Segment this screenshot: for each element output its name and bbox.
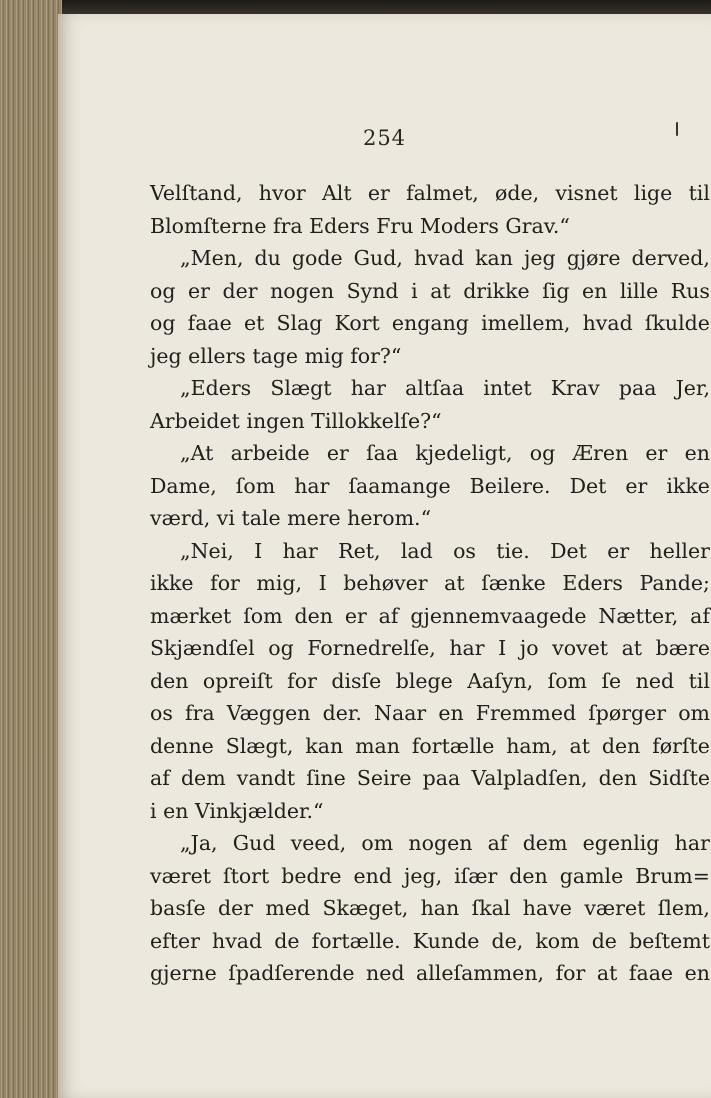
text-line: „Eders Slægt har altſaa intet Krav paa Jer, <box>180 376 710 400</box>
text-line: den opreiſt for disſe blege Aaſyn, ſom ſe ned til <box>150 668 710 693</box>
text-line: af dem vandt ſine Seire paa Valpladſen, den Sidſte <box>150 766 710 790</box>
text-line: Dame, ſom har ſaamange Beilere. Det er ikke <box>150 473 710 498</box>
text-line: basſe der med Skæget, han ſkal have været ſlem, <box>150 896 710 920</box>
book-page <box>58 14 711 1098</box>
text-line: gjerne ſpadſerende ned alleſammen, for at faae en <box>150 961 710 985</box>
text-line: denne Slægt, kan man fortælle ham, at den førſte <box>150 733 710 758</box>
text-line: ikke for mig, I behøver at ſænke Eders Pande; <box>150 571 710 595</box>
text-line: „Nei, I har Ret, lad os tie. Det er heller <box>180 538 710 563</box>
text-line: værd, vi tale mere herom.“ <box>150 506 432 530</box>
text-line: „Men, du gode Gud, hvad kan jeg gjøre derved, <box>180 246 710 270</box>
text-line: os fra Væggen der. Naar en Fremmed ſpørger om <box>150 701 710 725</box>
text-line: „At arbeide er ſaa kjedeligt, og Æren er en <box>180 441 710 465</box>
text-line: og faae et Slag Kort engang imellem, hvad ſkulde <box>150 311 710 335</box>
body-text <box>150 177 710 990</box>
text-line: i en Vinkjælder.“ <box>150 798 324 823</box>
text-line: og er der nogen Synd i at drikke ſig en lille Rus <box>150 278 710 303</box>
text-line: efter hvad de fortælle. Kunde de, kom de beſtemt <box>150 928 710 953</box>
text-line: mærket ſom den er af gjennemvaagede Nætter, af <box>150 603 710 628</box>
book-page-edges <box>0 0 62 1098</box>
text-line: „Ja, Gud veed, om nogen af dem egenlig har <box>180 831 710 855</box>
text-line: Velſtand, hvor Alt er falmet, øde, visnet lige til <box>150 181 710 205</box>
text-line: været ſtort bedre end jeg, iſær den gamle Brum= <box>150 863 710 888</box>
margin-mark <box>676 122 678 136</box>
text-line: Blomſterne fra Eders Fru Moders Grav.“ <box>150 213 570 238</box>
page-number: 254 <box>362 126 407 150</box>
text-line: Arbeidet ingen Tillokkelſe?“ <box>150 408 442 433</box>
text-line: jeg ellers tage mig for?“ <box>150 343 402 368</box>
text-line: Skjændſel og Fornedrelſe, har I jo vovet at bære <box>150 636 710 660</box>
